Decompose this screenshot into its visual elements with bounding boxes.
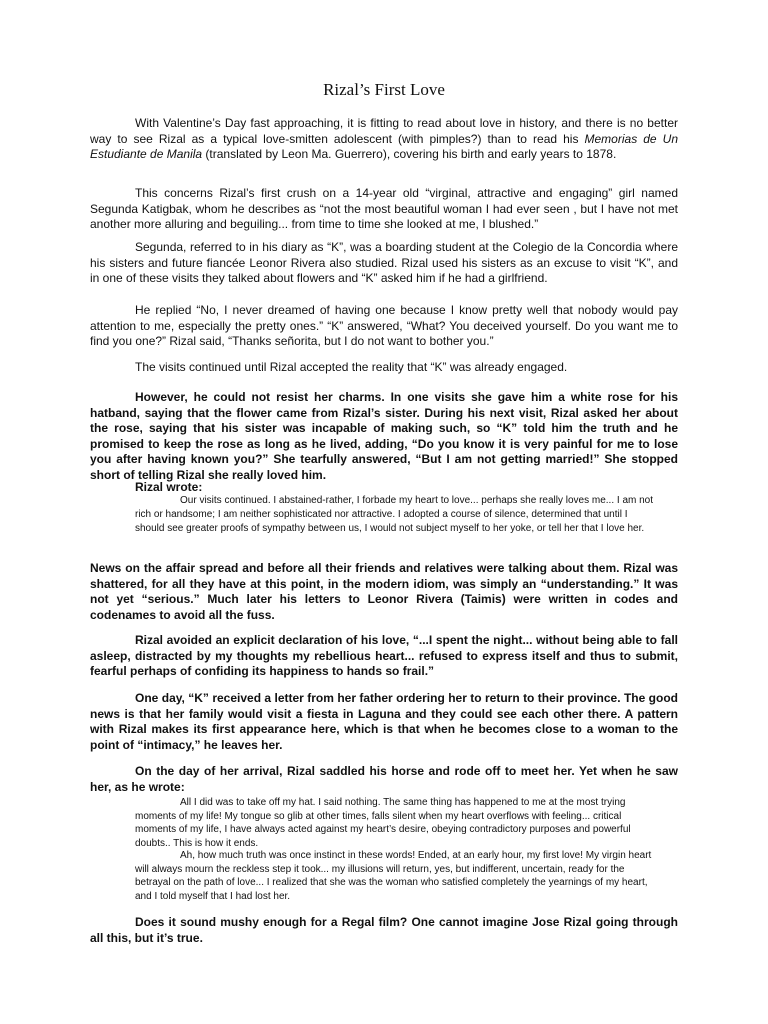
paragraph-day-of-arrival: On the day of her arrival, Rizal saddled his horse and rode off to meet her. Yet when he saw her, as he wrote: (90, 764, 678, 794)
paragraph-intro (90, 116, 678, 163)
paragraph-segunda: Segunda, referred to in his diary as “K”, was a boarding student at the Colegio de la Concordia where his sisters and future fiancée Leonor Rivera also studied. Rizal used his sisters as an excuse to visit “K”, and in one of these visits they talked about flowers and “K” asked him if he had a girlfriend. (90, 240, 678, 285)
document-title: Rizal’s First Love (323, 80, 445, 99)
quote-visits-continued: Our visits continued. I abstained-rather, I forbade my heart to love... perhaps she really loves me... I am not rich or handsome; I am neither sophisticated nor attractive. I adopted a course of silence, determined that until I should see greater proofs of sympathy between us, I would not subject myself to her yoke, or tell her that I love her. (135, 495, 654, 534)
book-title-italic: Memorias de Un Estudiante de Manila (90, 131, 679, 161)
paragraph-letter-from-father: One day, “K” received a letter from her father ordering her to return to their province. The good news is that her family would visit a fiesta in Laguna and they could see each other there. A pattern with Rizal makes its first appearance here, which is that when he becomes close to a woman to the point of “intimacy,” he leaves her. (90, 691, 678, 752)
intro-text-end: (translated by Leon Ma. Guerrero), covering his birth and early years to 1878. (202, 147, 617, 161)
intro-text-start: With Valentine’s Day fast approaching, it is fitting to read about love in history, and there is no better way to see Rizal as a typical love-smitten adolescent (with pimples?) than to read his (90, 116, 678, 146)
paragraph-news-affair: News on the affair spread and before all their friends and relatives were talking about them. Rizal was shattered, for all they have at this point, in the modern idiom, was simply an “understanding.” It was not yet “serious.” Much later his letters to Leonor Rivera (Taimis) were written in codes and codenames to avoid all the fuss. (90, 561, 678, 622)
paragraph-reply: He replied “No, I never dreamed of having one because I know pretty well that nobody would pay attention to me, especially the pretty ones.” “K” answered, “What? You deceived yourself. Do you want me to find you one?” Rizal said, “Thanks señorita, but I do not want to bother you.” (90, 303, 678, 348)
paragraph-conclusion: Does it sound mushy enough for a Regal film? One cannot imagine Jose Rizal going through all this, but it’s true. (90, 915, 678, 945)
rizal-wrote-label: Rizal wrote: (135, 480, 203, 494)
quote-took-off-hat: All I did was to take off my hat. I said nothing. The same thing has happened to me at the most trying moments of my life! My tongue so glib at other times, falls silent when my heart overflows with feeling... critical moments of my life, I have always acted against my heart’s desire, obeying contradictory purposes and powerful doubts.. This is how it ends. (135, 797, 631, 849)
paragraph-white-rose: However, he could not resist her charms. In one visits she gave him a white rose for his hatband, saying that the flower came from Rizal’s sister. During his next visit, Rizal asked her about the rose, saying that his sister was incapable of making such, so “K” told him the truth and he promised to keep the rose as long as he lived, adding, “Do you know it is very painful for me to lose you after having known you?” She tearfully answered, “But I am not getting married!” She stopped short of telling Rizal she really loved him. (90, 390, 678, 482)
paragraph-explicit-declaration: Rizal avoided an explicit declaration of his love, “...I spent the night... without being able to fall asleep, distracted by my thoughts my rebellious heart... refused to express itself and thus to submit, fearful perhaps of confiding its happiness to hands so frail.” (90, 633, 678, 678)
quote-first-love-ended: Ah, how much truth was once instinct in these words! Ended, at an early hour, my first love! My virgin heart will always mourn the reckless step it took... my illusions will return, yes, but indifferent, uncertain, ready for the betrayal on the path of love... I realized that she was the woman who satisfied completely the yearnings of my heart, and I told myself that I had lost her. (135, 850, 652, 902)
document-page (90, 0, 678, 1024)
paragraph-visits-continued: The visits continued until Rizal accepted the reality that “K” was already engaged. (135, 360, 568, 374)
paragraph-first-crush: This concerns Rizal’s first crush on a 14-year old “virginal, attractive and engaging” girl named Segunda Katigbak, whom he describes as “not the most beautiful woman I had ever seen , but I have not met another more alluring and beguiling... from time to time she looked at me, I blushed.” (90, 186, 678, 231)
